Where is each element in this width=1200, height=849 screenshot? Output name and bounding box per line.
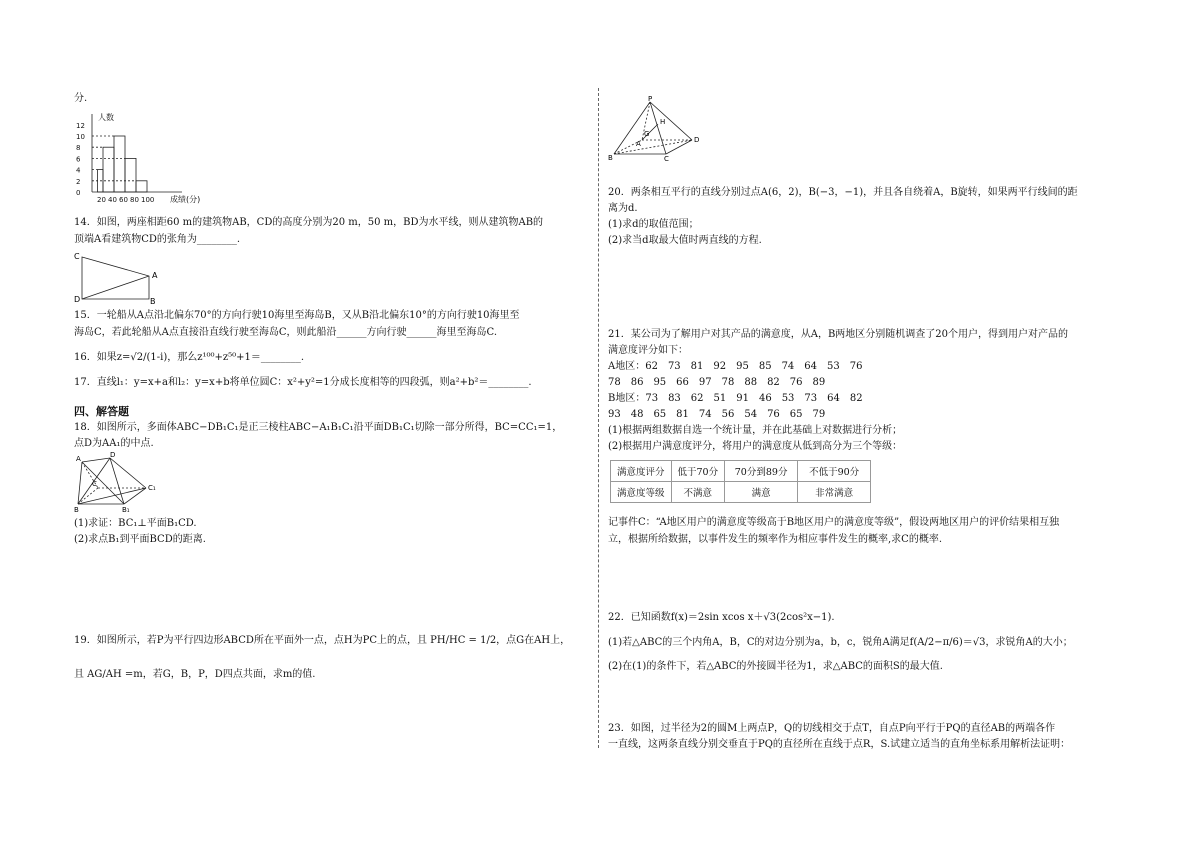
x-tick-label: 20: [97, 196, 106, 204]
satisfaction-table: [610, 460, 871, 503]
histogram-bar: [103, 147, 114, 192]
q14-label-a: A: [152, 271, 158, 280]
q19-label-h: H: [660, 118, 666, 126]
q22-part1: (1)若△ABC的三个内角A，B，C的对边分别为a，b，c，锐角A满足f(A/2−π/6)＝√3，求锐角A的大小；: [608, 637, 1073, 648]
q19-line1: 19．如图所示，若P为平行四边形ABCD所在平面外一点，点H为PC上的点，且 PH/HC = 1/2，点G在AH上，: [74, 635, 571, 646]
q17: 17．直线l₁：y=x+a和l₂：y=x+b将单位圆C：x²+y²=1分成长度相等的四段弧，则a²+b²＝________.: [74, 377, 532, 388]
table-cell: 不低于90分: [798, 461, 871, 482]
q14-figure: [74, 250, 164, 306]
q20-line1: 20．两条相互平行的直线分别过点A(6，2)，B(−3，−1)，并且各自绕着A，B旋转，如果两平行线间的距: [608, 187, 1078, 198]
q15-line2: 海岛C，若此轮船从A点直接沿直线行驶至海岛C，则此船沿______方向行驶______海里至海岛C.: [74, 327, 497, 338]
q21-event-line1: 记事件C：“A地区用户的满意度等级高于B地区用户的满意度等级”，假设两地区用户的评价结果相互独: [608, 517, 1060, 528]
q18-label-d: D: [110, 452, 116, 459]
q18-line2: 点D为AA₁的中点.: [74, 438, 154, 449]
q19-label-p: P: [648, 96, 653, 103]
table-cell: 低于70分: [671, 461, 725, 482]
q13-tail: 分.: [74, 93, 88, 104]
q20-part1: (1)求d的取值范围；: [608, 219, 699, 230]
q21-event-line2: 立，根据所给数据，以事件发生的频率作为相应事件发生的概率,求C的概率.: [608, 534, 943, 545]
q22-part2: (2)在(1)的条件下，若△ABC的外接圆半径为1，求△ABC的面积S的最大值.: [608, 661, 943, 672]
q18-label-c: C: [92, 480, 97, 488]
q14-line1: 14．如图，两座相距60 m的建筑物AB，CD的高度分别为20 m，50 m，BD为水平线，则从建筑物AB的: [74, 217, 544, 228]
q21-part2: (2)根据用户满意度评分，将用户的满意度从低到高分为三个等级：: [608, 441, 903, 452]
table-cell: 满意度评分: [611, 461, 672, 482]
q19-line2: 且 AG/AH =m，若G，B，P，D四点共面，求m的值.: [74, 669, 316, 680]
y-tick-label: 0: [76, 189, 81, 197]
q19-label-a: A: [636, 140, 641, 148]
q14-label-b: B: [150, 297, 156, 306]
q18-label-b1: B₁: [122, 506, 130, 514]
q18-part2: (2)求点B₁到平面BCD的距离.: [74, 534, 206, 545]
q21-b-row1: B地区：73 83 62 51 91 46 53 73 64 82: [608, 393, 863, 404]
q18-label-c1: C₁: [148, 484, 156, 492]
q21-part1: (1)根据两组数据自选一个统计量，并在此基础上对数据进行分析；: [608, 425, 903, 436]
q18-line1: 18．如图所示，多面体ABC−DB₁C₁是正三棱柱ABC−A₁B₁C₁沿平面DB₁C₁切除一部分所得，BC=CC₁=1，: [74, 422, 563, 433]
q20-line2: 离为d.: [608, 203, 638, 214]
histogram-bar: [125, 158, 136, 192]
q19-pyramid-figure: [608, 96, 708, 162]
x-tick-label: 100: [141, 196, 155, 204]
table-cell: 满意度等级: [611, 482, 672, 503]
x-tick-label: 40: [108, 196, 117, 204]
table-row: [611, 461, 871, 482]
q19-label-c: C: [664, 155, 669, 162]
q23-line1: 23．如图，过半径为2的圆M上两点P，Q的切线相交于点T，自点P向平行于PQ的直径AB的两端各作: [608, 723, 1056, 734]
table-cell: 满意: [725, 482, 798, 503]
histogram-chart: [74, 110, 214, 210]
y-tick-label: 2: [76, 177, 81, 186]
q19-label-g: G: [644, 130, 650, 138]
q20-part2: (2)求当d取最大值时两直线的方程.: [608, 235, 762, 246]
q14-line2: 顶端A看建筑物CD的张角为________.: [74, 234, 241, 245]
table-cell: 非常满意: [798, 482, 871, 503]
y-tick-label: 6: [76, 155, 81, 164]
q21-a-row1: A地区：62 73 81 92 95 85 74 64 53 76: [608, 361, 863, 372]
q23-line2: 一直线，这两条直线分别交垂直于PQ的直径所在直线于点R，S.试建立适当的直角坐标系用解析法证明：: [608, 739, 1071, 750]
q19-label-b: B: [608, 154, 613, 162]
q19-label-d: D: [694, 136, 700, 144]
y-axis-label: 人数: [98, 113, 114, 122]
y-tick-label: 10: [76, 133, 85, 141]
histogram-bar: [136, 181, 147, 192]
x-axis-label: 成绩(分): [170, 195, 201, 204]
x-tick-label: 60: [119, 196, 128, 204]
q21-line2: 满意度评分如下：: [608, 345, 688, 356]
q18-label-b: B: [74, 506, 79, 514]
q14-label-d: D: [74, 295, 81, 304]
y-tick-label: 4: [76, 166, 81, 175]
q21-a-row2: 78 86 95 66 97 78 88 82 76 89: [608, 377, 826, 388]
table-row: [611, 482, 871, 503]
column-divider: [598, 88, 599, 748]
q18-label-a: A: [76, 455, 81, 463]
x-tick-label: 80: [130, 196, 139, 204]
y-tick-label: 8: [76, 144, 81, 153]
histogram-bar: [114, 136, 125, 192]
q22-line1: 22．已知函数f(x)＝2sin xcos x＋√3(2cos²x−1).: [608, 612, 835, 623]
q18-figure: [74, 452, 164, 514]
table-cell: 不满意: [671, 482, 725, 503]
table-cell: 70分到89分: [725, 461, 798, 482]
q21-line1: 21．某公司为了解用户对其产品的满意度，从A，B两地区分别随机调查了20个用户，得到用户对产品的: [608, 329, 1069, 340]
section-heading: 四、解答题: [74, 405, 129, 418]
q21-b-row2: 93 48 65 81 74 56 54 76 65 79: [608, 409, 826, 420]
q16: 16．如果z=√2/(1-i)，那么z¹⁰⁰+z⁵⁰+1＝________.: [74, 352, 305, 363]
q14-label-c: C: [74, 252, 80, 261]
y-tick-label: 12: [76, 121, 85, 130]
q18-part1: (1)求证：BC₁⊥平面B₁CD.: [74, 518, 197, 529]
q15-line1: 15．一轮船从A点沿北偏东70°的方向行驶10海里至海岛B，又从B沿北偏东10°的方向行驶10海里至: [74, 310, 520, 321]
